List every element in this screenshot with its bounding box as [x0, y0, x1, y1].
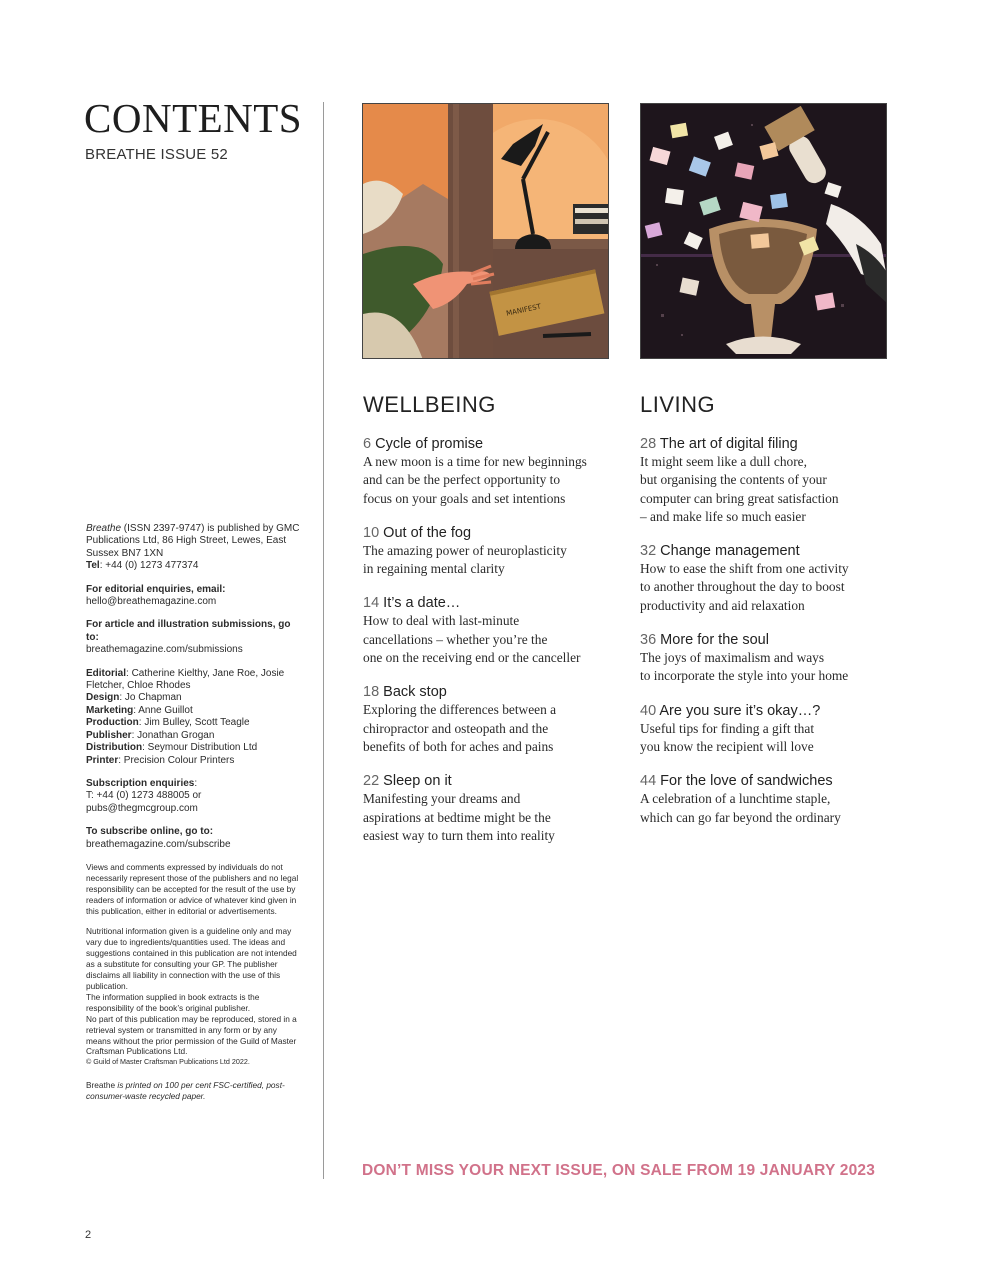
- entry-heading: [640, 542, 910, 560]
- staff-names: : Jo Chapman: [119, 692, 182, 704]
- staff-credit: [86, 668, 284, 691]
- staff-credit: [86, 705, 193, 716]
- entry-description: The amazing power of neuroplasticity in regaining mental clarity: [363, 542, 567, 577]
- staff-names: : Precision Colour Printers: [118, 754, 235, 766]
- imprint-block: [86, 523, 301, 1113]
- contents-entry[interactable]: [363, 772, 633, 845]
- entry-title: Are you sure it’s okay…?: [659, 702, 821, 719]
- entry-page-number: 6: [363, 436, 372, 452]
- submissions-contact: For article and illustration submissions, go to: breathemagazine.com/submissions: [86, 619, 291, 656]
- entry-description: How to deal with last-minute cancellations – whether you’re the one on the receiving end or the canceller: [363, 613, 581, 666]
- section-title-wellbeing: WELLBEING: [363, 392, 496, 417]
- staff-role: Printer: [86, 754, 119, 766]
- subscription-contact: Subscription enquiries: T: +44 (0) 1273 488005 or pubs@thegmcgroup.com: [86, 777, 202, 814]
- entry-description: The joys of maximalism and ways to incorporate the style into your home: [640, 650, 849, 684]
- contents-entry[interactable]: [640, 542, 910, 615]
- entry-title: More for the soul: [660, 632, 769, 649]
- staff-names: : Catherine Kielthy, Jane Roe, Josie Fletcher, Chloe Rhodes: [86, 667, 285, 692]
- entry-description: Exploring the differences between a chiropractor and osteopath and the benefits of both for aches and pains: [363, 702, 557, 754]
- contents-entry[interactable]: [363, 435, 633, 508]
- entry-description: A celebration of a lunchtime staple, which can go far beyond the ordinary: [640, 791, 841, 825]
- publisher-line: Breathe (ISSN 2397-9747) is published by GMC Publications Ltd, 86 High Street, Lewes, East Sussex BN7 1XN Tel: +44 (0) 1273 477374: [86, 523, 300, 572]
- contents-entry[interactable]: [640, 702, 910, 757]
- staff-credit: [86, 742, 257, 753]
- column-divider: [323, 102, 324, 1179]
- entry-title: Change management: [660, 543, 800, 560]
- entry-page-number: 28: [640, 436, 657, 452]
- fsc-note: Breathe is printed on 100 per cent FSC-certified, post-consumer-waste recycled paper.: [86, 1080, 285, 1102]
- entry-heading: [640, 435, 910, 453]
- entry-page-number: 36: [640, 632, 657, 649]
- entry-page-number: 40: [640, 702, 657, 719]
- staff-credits: [86, 668, 301, 767]
- contents-entry[interactable]: [363, 683, 633, 756]
- next-issue-banner: DON’T MISS YOUR NEXT ISSUE, ON SALE FROM 19 JANUARY 2023: [362, 1162, 876, 1179]
- wellbeing-section: [363, 392, 633, 861]
- entry-page-number: 14: [363, 595, 380, 612]
- page-title: CONTENTS: [84, 95, 303, 141]
- staff-credit: [86, 692, 182, 703]
- living-section: [640, 392, 910, 843]
- entry-description: Manifesting your dreams and aspirations at bedtime might be the easiest way to turn them into reality: [363, 791, 555, 843]
- illustration-desk-lamp: [362, 103, 609, 359]
- staff-names: : Anne Guillot: [133, 704, 193, 716]
- entry-page-number: 18: [363, 684, 380, 701]
- entry-heading: [363, 594, 633, 612]
- contents-entry[interactable]: [640, 772, 910, 827]
- entry-heading: [363, 772, 633, 790]
- issue-subtitle: BREATHE ISSUE 52: [85, 146, 228, 163]
- page-number: 2: [85, 1229, 92, 1241]
- contents-entry[interactable]: [640, 435, 910, 526]
- disclaimer-views: Views and comments expressed by individuals do not necessarily represent those of the publishers and no legal responsibility can be accepted for the result of the use by readers of information or advice of whatever kind given in this publication, either in editorial or advertisements.: [86, 861, 299, 916]
- entry-description: It might seem like a dull chore, but organising the contents of your computer can bring great satisfaction – and make life so much easier: [640, 454, 839, 524]
- entry-heading: [363, 524, 633, 542]
- staff-role: Marketing: [86, 704, 134, 716]
- staff-names: : Jonathan Grogan: [131, 729, 215, 741]
- staff-role: Editorial: [86, 667, 127, 679]
- entry-title: Cycle of promise: [375, 436, 484, 452]
- entry-title: Out of the fog: [383, 524, 472, 541]
- contents-entry[interactable]: [363, 594, 633, 667]
- section-title-living: LIVING: [640, 392, 716, 417]
- entry-page-number: 32: [640, 543, 657, 560]
- entry-title: Sleep on it: [383, 773, 452, 790]
- staff-role: Publisher: [86, 729, 132, 741]
- entry-heading: [363, 435, 633, 453]
- entry-title: It’s a date…: [383, 595, 461, 612]
- submissions-link[interactable]: breathemagazine.com/submissions: [86, 644, 243, 656]
- disclaimer-extracts: The information supplied in book extracts is the responsibility of the book’s original publisher.: [86, 991, 260, 1013]
- entry-title: Back stop: [383, 684, 447, 701]
- staff-role: Production: [86, 717, 139, 729]
- subscribe-link[interactable]: breathemagazine.com/subscribe: [86, 838, 231, 850]
- entry-heading: [363, 683, 633, 701]
- entry-description: How to ease the shift from one activity to another throughout the day to boost productivity and aid relaxation: [640, 561, 849, 613]
- disclaimer-nutrition: Nutritional information given is a guideline only and may vary due to ingredients/quantities used. The ideas and suggestions contained in this publication are not intended as a substitute for consulting your GP. The publisher disclaims all liability in connection with the use of this publication.: [86, 926, 297, 991]
- disclaimer-reproduction: No part of this publication may be reproduced, stored in a retrieval system or transmitted in any form or by any means without the prior permission of the Guild of Master Craftsman Publications Ltd.: [86, 1013, 297, 1057]
- staff-names: : Jim Bulley, Scott Teagle: [138, 717, 250, 729]
- staff-role: Distribution: [86, 742, 143, 754]
- entry-description: Useful tips for finding a gift that you know the recipient will love: [640, 720, 815, 754]
- entry-title: The art of digital filing: [659, 436, 798, 452]
- staff-role: Design: [86, 692, 120, 704]
- subscribe-online: To subscribe online, go to: breathemagazine.com/subscribe: [86, 826, 231, 850]
- editorial-email-link[interactable]: hello@breathemagazine.com: [86, 596, 217, 608]
- staff-credit: [86, 717, 250, 728]
- entry-heading: [640, 772, 910, 790]
- book-cover-text: MANIFEST: [505, 302, 542, 318]
- wellbeing-list: [363, 435, 633, 845]
- entry-title: For the love of sandwiches: [660, 773, 833, 790]
- staff-names: : Seymour Distribution Ltd: [142, 742, 258, 754]
- entry-description: A new moon is a time for new beginnings and can be the perfect opportunity to focus on your goals and set intentions: [363, 454, 587, 506]
- entry-heading: [640, 702, 910, 720]
- contents-entry[interactable]: [640, 631, 910, 686]
- copyright: © Guild of Master Craftsman Publications Ltd 2022.: [86, 1057, 250, 1067]
- illustration-paper-collage: [640, 103, 887, 359]
- editorial-contact: For editorial enquiries, email: hello@breathemagazine.com: [86, 583, 226, 608]
- entry-heading: [640, 631, 910, 649]
- entry-page-number: 22: [363, 773, 380, 790]
- entry-page-number: 44: [640, 773, 657, 790]
- staff-credit: [86, 755, 234, 766]
- contents-entry[interactable]: [363, 524, 633, 579]
- entry-page-number: 10: [363, 524, 380, 541]
- staff-credit: [86, 730, 214, 741]
- living-list: [640, 435, 910, 827]
